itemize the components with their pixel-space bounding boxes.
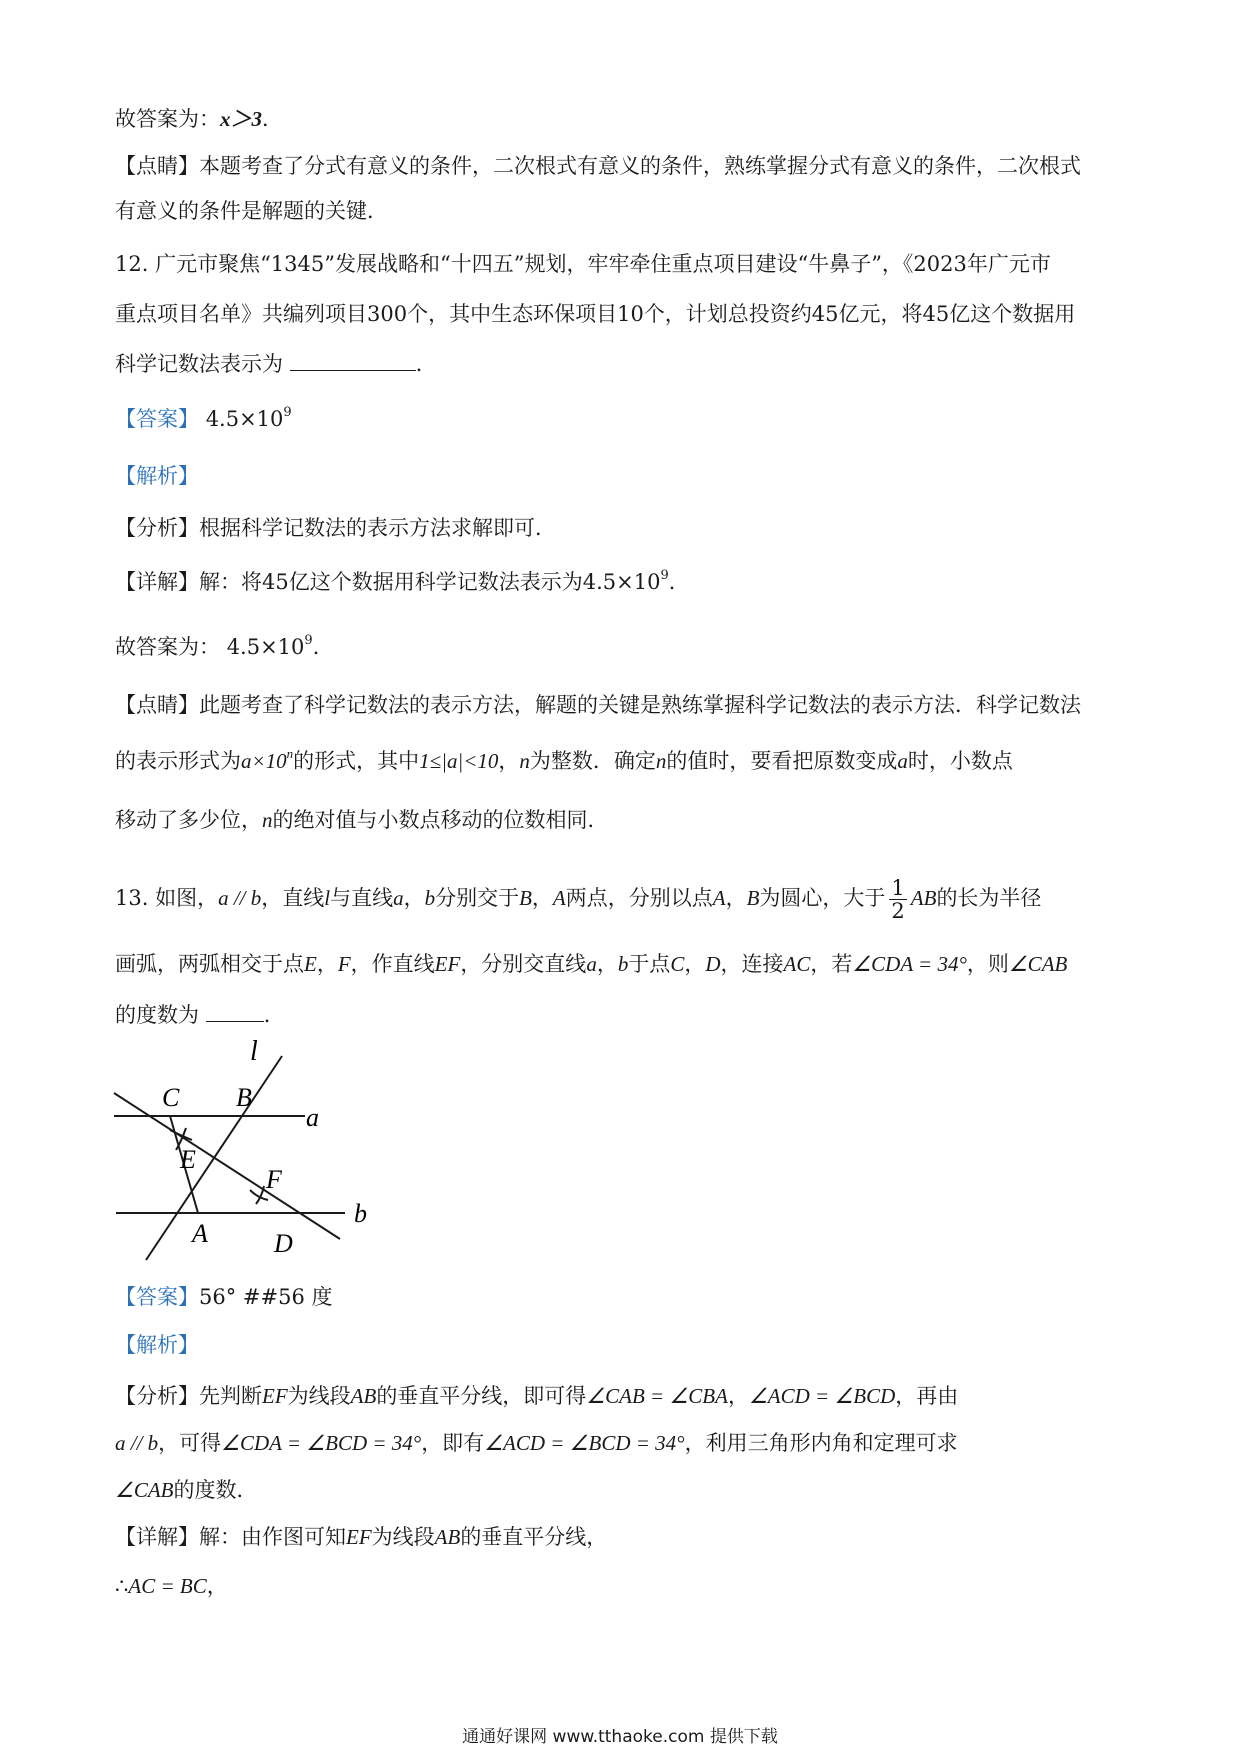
label-b-point: B [236,1083,252,1112]
answer-value: 56° ##56 度 [199,1285,333,1309]
detail-exponent: 9 [660,568,669,583]
q12-answer [115,404,292,434]
jiexi-tag: 【解析】 [115,464,199,488]
jiexi-tag: 【解析】 [115,1333,199,1357]
analysis-tag: 【分析】 [115,516,199,540]
q12-line-3 [115,348,437,379]
comment-text: 此题考查了科学记数法的表示方法，解题的关键是熟练掌握科学记数法的表示方法．科学记数法 [199,693,1081,717]
answer-end: ． [262,107,283,131]
q12-text: 重点项目名单》共编列项目300个，其中生态环保项目10个，计划总投资约45亿元，将45亿这个数据用 [115,302,1076,326]
comment-line-1 [115,151,1081,181]
q13-line-3: 的度数为 ． [115,999,285,1030]
sci-exponent: n [286,746,294,761]
comment-tag: 【点睛】 [115,154,199,178]
footer-source: 通通好课网 www.tthaoke.com 提供下载 [462,1727,778,1747]
final-value: 4.5×10 [226,635,305,659]
detail-tag: 【详解】 [115,570,199,594]
q12-comment-3: 移动了多少位，n的绝对值与小数点移动的位数相同． [115,808,609,832]
q12-line-1 [115,249,1051,279]
q13-line-2: 画弧，两弧相交于点E，F，作直线EF，分别交直线a，b于点C，D，连接AC，若∠CDA = 34°，则∠CAB [115,952,1068,976]
q12-detail [115,567,690,597]
detail-value: 4.5×10 [582,570,661,594]
answer-tag: 【答案】 [115,407,199,431]
q13-jiexi [115,1330,199,1360]
q13-analysis-1: 【分析】先判断EF为线段AB的垂直平分线，即可得∠CAB = ∠CBA，∠ACD = ∠BCD，再由 [115,1384,959,1408]
comment-text: 本题考查了分式有意义的条件，二次根式有意义的条件，熟练掌握分式有意义的条件，二次根式 [199,154,1081,178]
answer-exponent: 9 [283,405,292,420]
answer-prefix: 故答案为： [115,107,220,131]
label-d: D [274,1229,293,1258]
answer-blank [290,348,416,371]
label-a-line: a [306,1103,319,1132]
comment-line-2 [115,196,388,226]
final-end: ． [312,635,334,659]
range-expr: 1≤|a|<10 [419,749,499,773]
fraction-half: $\frac{1}{2}$ [891,876,905,923]
answer-line [115,104,283,134]
q12-comment-2: 的表示形式为$a\times 10^n$的形式，其中1≤|a|<10，n为整数．确定n的值时，要看把原数变成a时，小数点 [115,746,1013,773]
q12-final [115,632,334,662]
label-f: F [266,1165,282,1194]
comment-text: 有意义的条件是解题的关键． [115,199,388,223]
geometry-figure [110,1040,390,1265]
q12-text: 科学记数法表示为 [115,352,283,376]
q12-line-2 [115,299,1075,329]
label-a-point: A [192,1219,208,1248]
comment-tag: 【点睛】 [115,693,199,717]
final-prefix: 故答案为： [115,635,220,659]
answer-tag: 【答案】 [115,1285,199,1309]
answer-blank [206,999,264,1022]
q13-analysis-2: a // b，可得∠CDA = ∠BCD = 34°，即有∠ACD = ∠BCD = 34°，利用三角形内角和定理可求 [115,1431,958,1455]
q13-detail-1: 【详解】解：由作图可知EF为线段AB的垂直平分线， [115,1525,608,1549]
q12-text: 12. 广元市聚焦“1345”发展战略和“十四五”规划，牢牢牵住重点项目建设“牛鼻子”，《2023年广元市 [115,252,1051,276]
answer-value: x＞3 [220,107,262,131]
sci-form: a×10 [241,749,287,773]
q13-analysis-3: ∠CAB的度数． [115,1478,258,1502]
q13-line-1: 13. 如图，a // b，直线l与直线a，b分别交于B，A两点，分别以点A，B为圆心，大于 $\frac{1}{2}$ AB的长为半径 [115,876,1042,923]
answer-value: 4.5×10 [205,407,284,431]
label-l: l [250,1040,258,1067]
final-exponent: 9 [304,633,313,648]
detail-text: 解：将45亿这个数据用科学记数法表示为 [199,570,583,594]
analysis-text: 根据科学记数法的表示方法求解即可． [199,516,556,540]
label-b-line: b [354,1199,367,1228]
q12-jiexi [115,461,199,491]
q13-detail-2: ∴AC = BC， [115,1574,228,1598]
detail-end: ． [668,570,690,594]
q12-text: ． [415,352,437,376]
q12-analysis [115,513,556,543]
q12-comment-1 [115,690,1081,720]
label-c: C [162,1083,180,1112]
q13-answer [115,1282,333,1312]
label-e: E [180,1145,196,1174]
